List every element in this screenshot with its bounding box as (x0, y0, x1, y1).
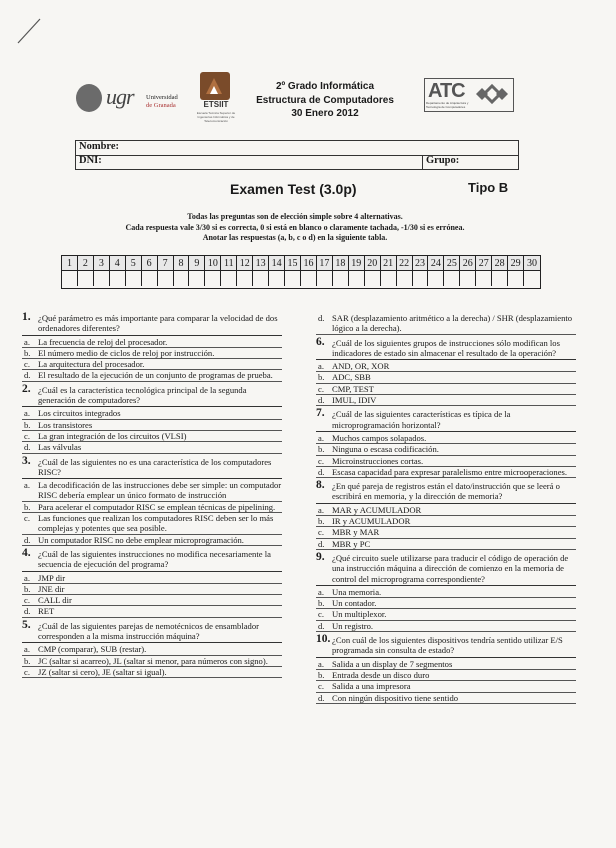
answer-cell[interactable] (381, 271, 397, 286)
option: c. La gran integración de los circuitos (VLSI) (22, 431, 282, 442)
answer-grid-number: 8 (174, 256, 190, 271)
school-logo (196, 72, 236, 124)
answer-grid-number: 29 (508, 256, 524, 271)
question-5 (22, 618, 282, 678)
answer-cell[interactable] (174, 271, 190, 286)
answer-grid-number: 2 (78, 256, 94, 271)
option: b. Los transistores (22, 420, 282, 431)
answer-grid-number: 13 (253, 256, 269, 271)
course-name: 2º Grado Informática (275, 81, 375, 92)
exam-header (240, 80, 410, 121)
answer-cell[interactable] (62, 271, 78, 286)
answer-grid-number: 15 (285, 256, 301, 271)
student-info-box (75, 140, 519, 170)
answer-grid-number: 4 (110, 256, 126, 271)
questions-right-column (316, 313, 576, 707)
answer-cell[interactable] (349, 271, 365, 286)
answer-cell[interactable] (317, 271, 333, 286)
option: c. Las funciones que realizan los computadores RISC deben ser lo más complejas y potentes que sea posible. (22, 513, 282, 535)
answer-cell[interactable] (301, 271, 317, 286)
question-2 (22, 382, 282, 454)
option: a. MAR y ACUMULADOR (316, 505, 576, 516)
option: b. JNE dir (22, 584, 282, 595)
group-label: Grupo: (426, 155, 460, 166)
option: a. Salida a un display de 7 segmentos (316, 659, 576, 670)
answer-cell[interactable] (78, 271, 94, 286)
answer-grid-number: 17 (317, 256, 333, 271)
option: d. Escasa capacidad para expresar paralelismo entre microoperaciones. (316, 467, 576, 478)
option: c. Salida a una impresora (316, 681, 576, 692)
option: d. IMUL, IDIV (316, 395, 576, 406)
answer-cell[interactable] (158, 271, 174, 286)
department-logo-text: ATC (428, 80, 465, 102)
option: c. JZ (saltar si cero), JE (saltar si igual). (22, 667, 282, 678)
answer-cell[interactable] (333, 271, 349, 286)
option: a. Una memoria. (316, 587, 576, 598)
question-4 (22, 546, 282, 618)
answer-grid-number: 28 (492, 256, 508, 271)
question-3 (22, 454, 282, 546)
answer-cell[interactable] (428, 271, 444, 286)
question-text: 7. ¿Cuál de las siguientes características es típica de la microprogramación horizontal? (316, 409, 576, 432)
answer-cell[interactable] (460, 271, 476, 286)
answer-cell[interactable] (110, 271, 126, 286)
answer-grid-number: 12 (237, 256, 253, 271)
question-number: 2. (22, 382, 31, 395)
question-text: 2. ¿Cuál es la característica tecnológica principal de la segunda generación de computadores? (22, 385, 282, 408)
answer-grid-number: 5 (126, 256, 142, 271)
answer-grid-number: 7 (158, 256, 174, 271)
name-label: Nombre: (79, 141, 120, 152)
answer-grid-number: 30 (524, 256, 540, 271)
answer-grid-number: 6 (142, 256, 158, 271)
question-8 (316, 481, 576, 550)
option: c. MBR y MAR (316, 527, 576, 538)
option: d. MBR y PC (316, 539, 576, 550)
option: b. Entrada desde un disco duro (316, 670, 576, 681)
question-text: 8. ¿En qué pareja de registros están el dato/instrucción que se leerá o escribirá en memoria, y la dirección de memoria? (316, 481, 576, 504)
answer-grid-number: 3 (94, 256, 110, 271)
answer-grid-number: 19 (349, 256, 365, 271)
question-number: 3. (22, 454, 31, 467)
option: a. CMP (comparar), SUB (restar). (22, 644, 282, 655)
exam-type: Tipo B (468, 180, 509, 195)
university-logo (76, 82, 198, 116)
answer-grid-number: 24 (428, 256, 444, 271)
answer-grid-number: 27 (476, 256, 492, 271)
answer-cell[interactable] (365, 271, 381, 286)
exam-instructions: Todas las preguntas son de elección simple sobre 4 alternativas. Cada respuesta vale 3/30 si es correcta, 0 si está en blanco o claramente tachada, -1/30 si es errónea. Anotar las respuestas (a, b, c o d) en la siguiente tabla. (125, 212, 465, 242)
school-subtitle: Escuela Técnica Superior de Ingenierías Informática y de Telecomunicación (196, 111, 236, 123)
pen-stroke-mark (16, 15, 56, 45)
exam-date: 30 Enero 2012 (291, 108, 359, 119)
answer-cell[interactable] (142, 271, 158, 286)
answer-grid-number: 11 (221, 256, 237, 271)
question-7 (316, 409, 576, 478)
university-crest-icon (76, 84, 102, 112)
answer-cell[interactable] (444, 271, 460, 286)
question-number: 5. (22, 618, 31, 631)
exam-title: Examen Test (3.0p) (230, 181, 357, 197)
question-5-continuation (316, 313, 576, 335)
answer-cell[interactable] (524, 271, 540, 286)
question-text: 10. ¿Con cuál de los siguientes dispositivos tendría sentido utilizar E/S programada sin consulta de estado? (316, 635, 576, 658)
option: d. RET (22, 606, 282, 617)
option: a. Los circuitos integrados (22, 408, 282, 419)
university-name: Universidad de Granada (146, 94, 178, 109)
answer-cell[interactable] (413, 271, 429, 286)
question-number: 10. (316, 633, 331, 646)
question-text: 4. ¿Cuál de las siguientes instrucciones no modifica necesariamente la secuencia de ejecución del programa? (22, 549, 282, 572)
option: d. Un computador RISC no debe emplear microprogramación. (22, 535, 282, 546)
answer-grid-number: 10 (205, 256, 221, 271)
answer-cell[interactable] (397, 271, 413, 286)
option: d. Con ningún dispositivo tiene sentido (316, 693, 576, 704)
question-9 (316, 550, 576, 632)
question-number: 6. (316, 335, 325, 348)
option: b. Para acelerar el computador RISC se emplean técnicas de pipelining. (22, 502, 282, 513)
answer-cell[interactable] (269, 271, 285, 286)
question-number: 7. (316, 407, 325, 420)
answer-grid (61, 255, 541, 289)
option: d. El resultado de la ejecución de un conjunto de programas de prueba. (22, 370, 282, 381)
answer-cell[interactable] (476, 271, 492, 286)
answer-cell[interactable] (253, 271, 269, 286)
department-diamond-icon (476, 82, 508, 106)
answer-cell[interactable] (508, 271, 524, 286)
option: a. La frecuencia de reloj del procesador. (22, 337, 282, 348)
dni-label: DNI: (79, 155, 102, 166)
answer-grid-number: 16 (301, 256, 317, 271)
answer-grid-number: 23 (413, 256, 429, 271)
option: b. El número medio de ciclos de reloj por instrucción. (22, 348, 282, 359)
answer-cell[interactable] (492, 271, 508, 286)
option: c. Un multiplexor. (316, 609, 576, 620)
school-emblem-icon (200, 72, 230, 100)
option: c. Microinstrucciones cortas. (316, 456, 576, 467)
option: c. CALL dir (22, 595, 282, 606)
question-text: 9. ¿Qué circuito suele utilizarse para traducir el código de operación de una instrucción máquina a dirección de comienzo en la memoria de control del microprograma correspondiente? (316, 553, 576, 586)
option: c. CMP, TEST (316, 384, 576, 395)
answer-cell[interactable] (189, 271, 205, 286)
department-logo (424, 78, 516, 112)
question-text: 6. ¿Cuál de los siguientes grupos de instrucciones sólo modifican los indicadores de estado sin almacenar el resultado de la operación? (316, 338, 576, 361)
option: b. IR y ACUMULADOR (316, 516, 576, 527)
option: a. La decodificación de las instrucciones debe ser simple: un computador RISC debería emplear un único formato de instrucción (24, 480, 282, 501)
questions-left-column (22, 313, 282, 681)
option: a. Muchos campos solapados. (316, 433, 576, 444)
question-1 (22, 313, 282, 382)
answer-grid-number: 26 (460, 256, 476, 271)
answer-cell[interactable] (205, 271, 221, 286)
answer-cell[interactable] (94, 271, 110, 286)
option: a. AND, OR, XOR (316, 361, 576, 372)
option: b. JC (saltar si acarreo), JL (saltar si menor, para números con signo). (22, 656, 282, 667)
question-text: 1. ¿Qué parámetro es más importante para comparar la velocidad de dos ordenadores diferentes? (22, 313, 282, 336)
question-10 (316, 635, 576, 704)
department-subtitle: Departamento de Arquitectura y Tecnología de Computadores (426, 101, 469, 109)
question-number: 1. (22, 311, 31, 323)
option: b. ADC, SBB (316, 372, 576, 383)
question-text: 3. ¿Cuál de las siguientes no es una característica de los computadores RISC? (22, 457, 282, 480)
question-6 (316, 335, 576, 407)
answer-cell[interactable] (237, 271, 253, 286)
question-text: 5. ¿Cuál de las siguientes parejas de nemotécnicos de ensamblador corresponden a la misma instrucción máquina? (22, 621, 282, 644)
answer-grid-number: 20 (365, 256, 381, 271)
answer-grid-number: 1 (62, 256, 78, 271)
answer-grid-number: 22 (397, 256, 413, 271)
answer-grid-number: 9 (189, 256, 205, 271)
option: a. JMP dir (22, 573, 282, 584)
option: c. La arquitectura del procesador. (22, 359, 282, 370)
question-number: 8. (316, 479, 325, 492)
option: b. Un contador. (316, 598, 576, 609)
answer-cell[interactable] (221, 271, 237, 286)
option: d. Las válvulas (22, 442, 282, 453)
answer-grid-number: 14 (269, 256, 285, 271)
answer-grid-number: 21 (381, 256, 397, 271)
option: d. Un registro. (316, 621, 576, 632)
school-name: ETSIIT (203, 100, 229, 109)
answer-cell[interactable] (126, 271, 142, 286)
subject-name: Estructura de Computadores (256, 94, 394, 106)
answer-grid-number: 25 (444, 256, 460, 271)
question-number: 4. (22, 546, 31, 559)
university-logo-text: ugr (106, 84, 134, 109)
option: d. SAR (desplazamiento aritmético a la derecha) / SHR (desplazamiento lógico a la derecha). (316, 313, 576, 335)
question-number: 9. (316, 550, 325, 563)
answer-cell[interactable] (285, 271, 301, 286)
option: b. Ninguna o escasa codificación. (316, 444, 576, 455)
answer-grid-number: 18 (333, 256, 349, 271)
